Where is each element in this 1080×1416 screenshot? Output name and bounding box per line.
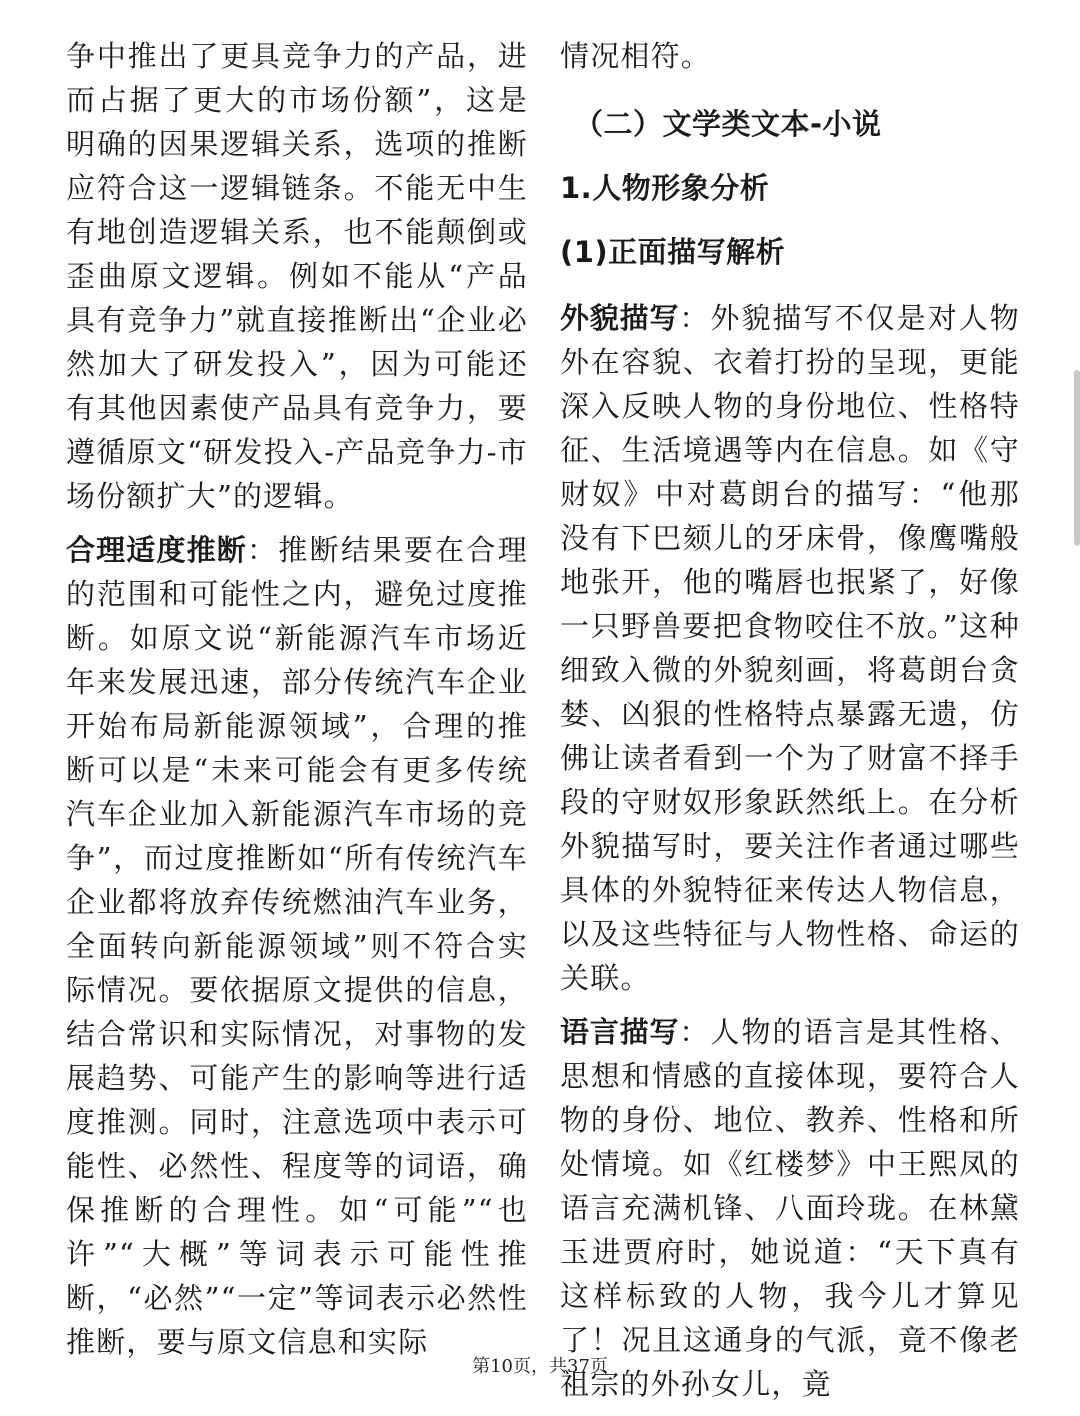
paragraph-reasonable-inference bbox=[66, 528, 528, 1364]
language-text: ：人物的语言是其性格、思想和情感的直接体现，要符合人物的身份、地位、教养、性格和所处情境。如《红楼梦》中王熙凤的语言充满机锋、八面玲珑。在林黛玉进贾府时，她说道：“天下真有这样标致的人物，我今儿才算见了！况且这通身的气派，竟不像老祖宗的外孙女儿，竟 bbox=[560, 1015, 1020, 1401]
right-column bbox=[560, 34, 1020, 1416]
reasonable-inference-text: ：推断结果要在合理的范围和可能性之内，避免过度推断。如原文说“新能源汽车市场近年来发展迅速，部分传统汽车企业开始布局新能源领域”，合理的推断可以是“未来可能会有更多传统汽车企业加入新能源汽车市场的竞争”，而过度推断如“所有传统汽车企业都将放弃传统燃油汽车业务，全面转向新能源领域”则不符合实际情况。要依据原文提供的信息，结合常识和实际情况，对事物的发展趋势、可能产生的影响等进行适度推测。同时，注意选项中表示可能性、必然性、程度等的词语，确保推断的合理性。如“可能”“也许”“大概”等词表示可能性推断，“必然”“一定”等词表示必然性推断，要与原文信息和实际 bbox=[66, 533, 528, 1359]
subheading-character-analysis: 1.人物形象分析 bbox=[560, 171, 770, 205]
scrollbar-thumb[interactable] bbox=[1074, 370, 1080, 546]
reasonable-inference-label: 合理适度推断 bbox=[66, 533, 247, 567]
appearance-label: 外貌描写 bbox=[560, 301, 680, 335]
paragraph-appearance bbox=[560, 296, 1020, 1000]
paragraph-text: 情况相符。 bbox=[560, 39, 712, 73]
paragraph-language bbox=[560, 1010, 1020, 1406]
paragraph-logic-chain bbox=[66, 34, 528, 518]
language-label: 语言描写 bbox=[560, 1015, 680, 1049]
paragraph-text: 争中推出了更具竞争力的产品，进而占据了更大的市场份额”，这是明确的因果逻辑关系，选项的推断应符合这一逻辑链条。不能无中生有地创造逻辑关系，也不能颠倒或歪曲原文逻辑。例如不能从“产品具有竞争力”就直接推断出“企业必然加大了研发投入”，因为可能还有其他因素使产品具有竞争力，要遵循原文“研发投入-产品竞争力-市场份额扩大”的逻辑。 bbox=[66, 39, 528, 513]
paragraph-continuation bbox=[560, 34, 1020, 78]
section-heading: （二）文学类文本-小说 bbox=[574, 107, 882, 141]
left-column bbox=[66, 34, 528, 1374]
appearance-text: ：外貌描写不仅是对人物外在容貌、衣着打扮的呈现，更能深入反映人物的身份地位、性格特征、生活境遇等内在信息。如《守财奴》中对葛朗台的描写：“他那没有下巴颏儿的牙床骨，像鹰嘴般地张开，他的嘴唇也抿紧了，好像一只野兽要把食物咬住不放。”这种细致入微的外貌刻画，将葛朗台贪婪、凶狠的性格特点暴露无遗，仿佛让读者看到一个为了财富不择手段的守财奴形象跃然纸上。在分析外貌描写时，要关注作者通过哪些具体的外貌特征来传达人物信息，以及这些特征与人物性格、命运的关联。 bbox=[560, 301, 1020, 995]
subheading-direct-description: (1)正面描写解析 bbox=[560, 235, 786, 269]
page-number: 第10页，共37页 bbox=[472, 1356, 608, 1377]
